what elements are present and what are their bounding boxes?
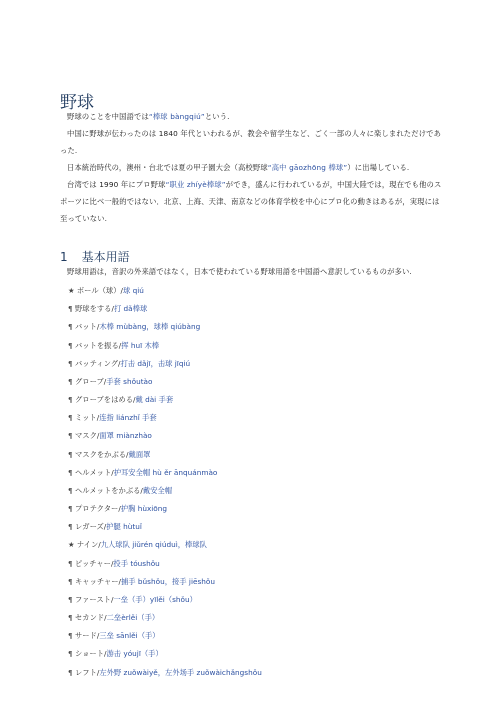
pilcrow-bullet: ¶	[68, 449, 73, 459]
pilcrow-bullet: ¶	[68, 594, 73, 604]
term-japanese: ファースト/	[74, 594, 114, 604]
term-japanese: グローブをはめる/	[74, 395, 136, 405]
term-chinese: 二垒èrlěi（手）	[106, 613, 160, 623]
term-item	[68, 427, 448, 445]
term-item	[68, 645, 448, 663]
term-chinese: 连指 liánzhǐ 手套	[99, 413, 157, 423]
term-item	[68, 591, 448, 609]
star-bullet: ★	[68, 540, 75, 550]
term-item	[68, 500, 448, 518]
pilcrow-bullet: ¶	[68, 667, 73, 677]
pilcrow-bullet: ¶	[68, 558, 73, 568]
term-chinese: 木棒 mùbàng，球棒 qiúbàng	[99, 322, 201, 332]
term-item	[68, 337, 448, 355]
pilcrow-bullet: ¶	[68, 613, 73, 623]
term-item	[68, 573, 448, 591]
pilcrow-bullet: ¶	[68, 376, 73, 386]
term-chinese: 面罩 miànzhào	[99, 431, 152, 441]
pilcrow-bullet: ¶	[68, 467, 73, 477]
term-japanese: ピッチャー/	[74, 558, 114, 568]
term-chinese: 游击 yóujī（手）	[106, 649, 163, 659]
term-chinese: 球 qiú	[122, 286, 144, 295]
term-chinese: 挥 huī 木棒	[121, 340, 160, 350]
pilcrow-bullet: ¶	[68, 358, 73, 368]
term-chinese: 三垒 sānlěi（手）	[99, 631, 160, 641]
pilcrow-bullet: ¶	[68, 395, 73, 405]
term-chinese: 戴安全帽	[142, 485, 173, 495]
pilcrow-bullet: ¶	[68, 522, 73, 532]
term-item	[68, 482, 448, 500]
pilcrow-bullet: ¶	[68, 322, 73, 332]
term-list	[68, 282, 448, 682]
term-chinese: 护胸 hùxiōng	[120, 504, 168, 514]
intro-paragraph: 野球のことを中国語では“棒球 bàngqiú”という.	[67, 112, 230, 121]
term-japanese: プロテクター/	[74, 504, 121, 514]
term-chinese: 戴 dài 手套	[135, 395, 174, 405]
term-chinese: 护耳安全帽 hù ěr ānquánmào	[113, 467, 218, 477]
pilcrow-bullet: ¶	[68, 576, 73, 586]
term-chinese: 手套 shǒutào	[106, 376, 153, 386]
term-item	[68, 446, 448, 464]
intro-paragraph: 日本統治時代の，澳州・台北では夏の甲子園大会（高校野球“高中 gāozhōng 棒球”）に出場している.	[67, 163, 410, 172]
term-japanese: マスク/	[74, 431, 100, 441]
term-item	[68, 282, 448, 300]
page-title: 野球	[60, 93, 94, 113]
star-bullet: ★	[68, 286, 75, 295]
term-japanese: レガーズ/	[74, 522, 107, 532]
term-japanese: サード/	[74, 631, 100, 641]
term-chinese: 打击 dǎjī，击球 jīqiú	[120, 358, 191, 368]
pilcrow-bullet: ¶	[68, 504, 73, 514]
term-item	[68, 609, 448, 627]
term-item	[68, 355, 448, 373]
pilcrow-bullet: ¶	[68, 649, 73, 659]
pilcrow-bullet: ¶	[68, 304, 73, 314]
pilcrow-bullet: ¶	[68, 485, 73, 495]
term-japanese: バット/	[74, 322, 100, 332]
term-japanese: ミット/	[74, 413, 100, 423]
term-item	[68, 373, 448, 391]
term-japanese: ヘルメット/	[74, 467, 114, 477]
term-chinese: 投手 tóushǒu	[113, 558, 160, 568]
term-item	[68, 409, 448, 427]
term-item	[68, 627, 448, 645]
term-japanese: ショート/	[74, 649, 107, 659]
term-japanese: バッティング/	[74, 358, 121, 368]
term-japanese: レフト/	[74, 667, 100, 677]
pilcrow-bullet: ¶	[68, 431, 73, 441]
section-intro: 野球用語は，音訳の外来語ではなく，日本で使われている野球用語を中国語へ意訳しているものが多い.	[67, 267, 412, 276]
term-japanese: バットを振る/	[74, 340, 122, 350]
term-item	[68, 300, 448, 318]
section-number: 1	[60, 250, 68, 264]
term-chinese: 戴面罩	[128, 449, 151, 459]
term-japanese: ナイン/	[76, 540, 101, 550]
pilcrow-bullet: ¶	[68, 631, 73, 641]
term-chinese: 左外野 zuǒwàiyě，左外场手 zuǒwàichǎngshǒu	[99, 667, 262, 677]
term-item	[68, 664, 448, 682]
term-japanese: 野球をする/	[74, 304, 114, 314]
pilcrow-bullet: ¶	[68, 340, 73, 350]
pilcrow-bullet: ¶	[68, 413, 73, 423]
term-chinese: 捕手 bǔshǒu，接手 jiēshǒu	[121, 576, 215, 586]
section-title: 基本用語	[81, 250, 130, 264]
intro-paragraphs	[60, 108, 446, 227]
term-japanese: セカンド/	[74, 613, 107, 623]
term-japanese: マスクをかぶる/	[74, 449, 129, 459]
term-chinese: 一垒（手）yīlěi（shǒu）	[113, 594, 197, 604]
term-japanese: グローブ/	[74, 376, 107, 386]
term-item	[68, 464, 448, 482]
intro-paragraph: 中国に野球が伝わったのは 1840 年代といわれるが、教会や留学生など、ごく一部の人々に楽しまれただけであった.	[60, 129, 442, 155]
intro-paragraph: 台湾では 1990 年にプロ野球“职业 zhíyè棒球”ができ，盛んに行われているが，中国大陸では，現在でも他のスポーツに比べ一般的ではない．北京、上海、天津、南京などの体育学校を中心にプロ化の動きはあるが，実現には至っていない.	[60, 180, 442, 223]
term-item	[68, 518, 448, 536]
term-item	[68, 391, 448, 409]
term-japanese: ボール（球）/	[76, 286, 123, 295]
term-japanese: ヘルメットをかぶる/	[74, 485, 143, 495]
term-item	[68, 555, 448, 573]
term-item	[68, 536, 448, 554]
term-chinese: 打 dǎ棒球	[113, 304, 148, 314]
term-item	[68, 318, 448, 336]
term-japanese: キャッチャー/	[74, 576, 122, 586]
term-chinese: 护腿 hùtuǐ	[106, 522, 142, 532]
term-chinese: 九人球队 jiǔrén qiúduì，棒球队	[100, 540, 207, 550]
